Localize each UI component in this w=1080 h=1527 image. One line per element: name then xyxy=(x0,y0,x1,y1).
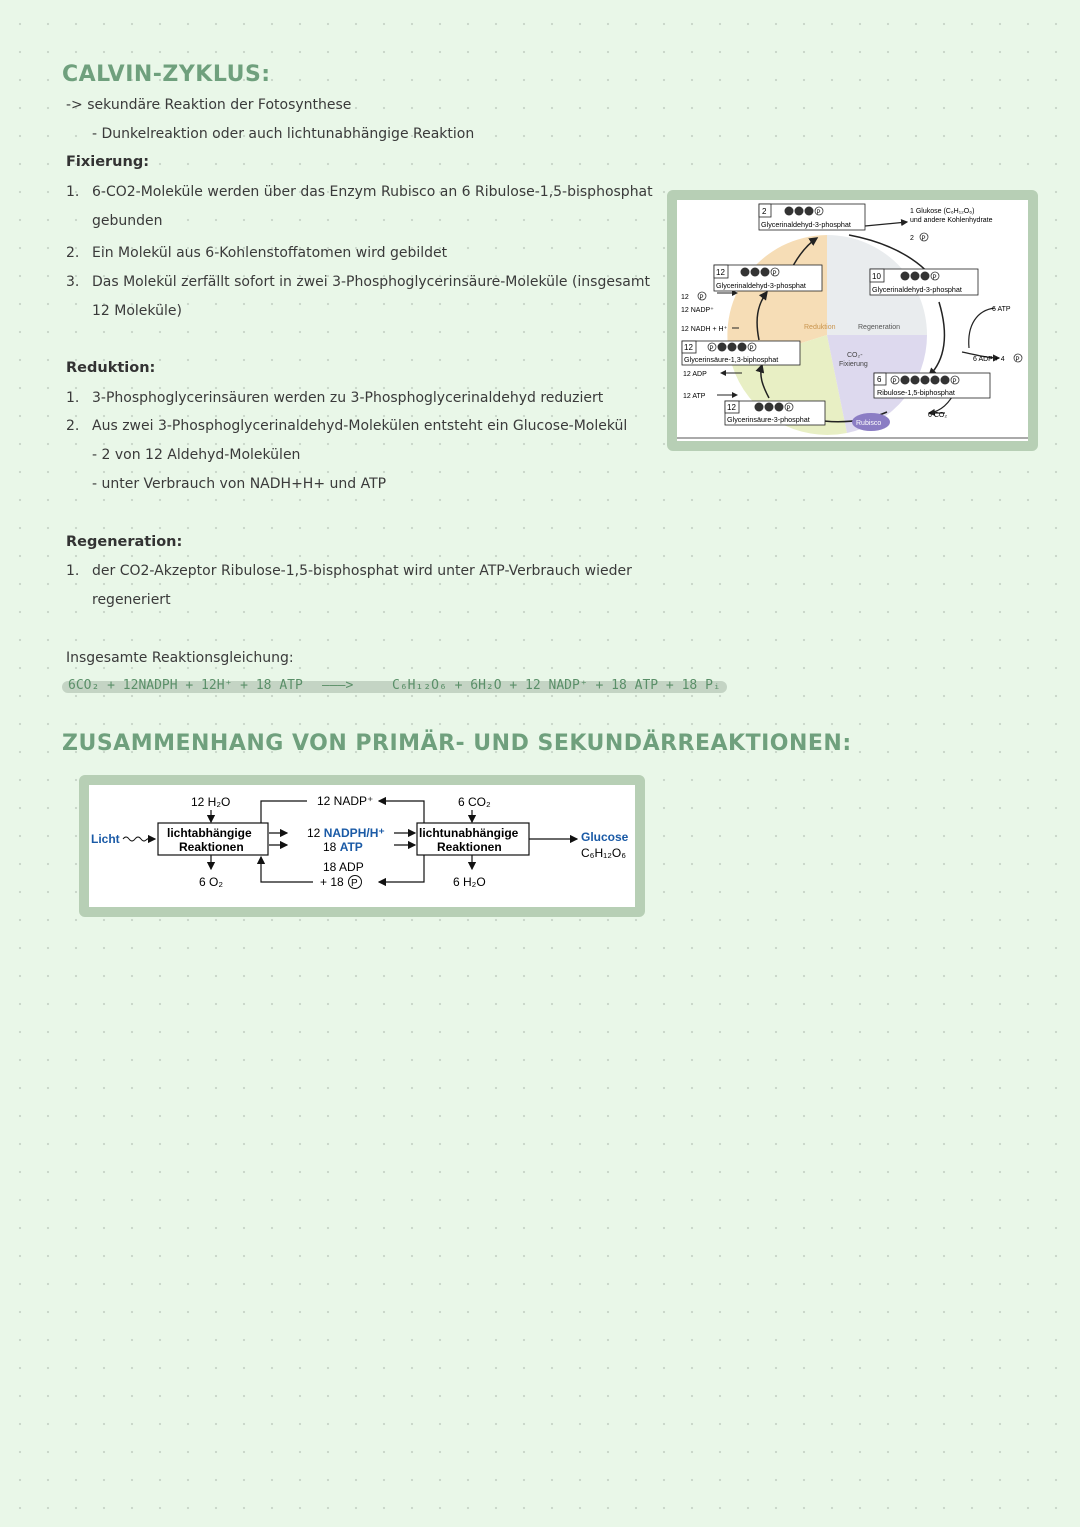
atp-label: ATP xyxy=(339,840,363,854)
h2o-out-label: 6 H₂O xyxy=(453,875,486,889)
calvin-cycle-diagram xyxy=(667,190,1038,451)
left-count: 12 xyxy=(716,268,725,277)
h2o-in-label: 12 H₂O xyxy=(191,795,231,809)
light-wave-icon xyxy=(123,837,147,841)
fixierung-item-1 xyxy=(66,184,653,200)
fixierung-item-1-cont: gebunden xyxy=(92,213,163,229)
o2-label: 6 O₂ xyxy=(199,875,223,889)
top-label: Glycerinaldehyd-3-phosphat xyxy=(761,220,851,229)
right-molecule-box xyxy=(870,269,978,295)
item-number: 1. xyxy=(66,184,80,200)
p-icon: P xyxy=(699,295,704,301)
glucose-formula: C₆H₁₂O₆ xyxy=(581,846,627,860)
glucose-line-2: und andere Kohlenhydrate xyxy=(910,217,993,224)
p-icon: P xyxy=(921,236,926,242)
atp-count: 18 xyxy=(323,840,340,854)
item-text: Aus zwei 3-Phosphoglycerinaldehyd-Molekülen entsteht ein Glucose-Molekül xyxy=(92,418,628,434)
equation-left: 6CO₂ + 12NADPH + 12H⁺ + 18 ATP xyxy=(68,678,303,693)
co2-label: 6 CO₂ xyxy=(458,795,491,809)
p-icon: P xyxy=(1015,357,1020,363)
fixierung-item-3 xyxy=(66,274,650,290)
rubisco-label: Rubisco xyxy=(856,420,882,427)
item-text: Das Molekül zerfällt sofort in zwei 3-Phosphoglycerinsäure-Moleküle (insgesamt xyxy=(92,274,650,290)
item-number: 2. xyxy=(66,418,80,434)
equation-arrow: ———> xyxy=(322,678,354,693)
left-molecule-box xyxy=(714,265,822,291)
equation-label: Insgesamte Reaktionsgleichung: xyxy=(66,650,294,666)
nadh-label: 12 NADH + H⁺ xyxy=(681,326,728,333)
nadp-label: 12 NADP⁺ xyxy=(681,307,714,314)
box2-line-2: Reaktionen xyxy=(437,840,502,854)
atp12-label: 12 ATP xyxy=(683,393,706,400)
glucose-label: Glucose xyxy=(581,830,629,844)
calvin-intro-sub: - Dunkelreaktion oder auch lichtunabhängige Reaktion xyxy=(92,126,475,142)
regeneration-item-1 xyxy=(66,563,632,579)
atp-line xyxy=(323,840,363,854)
flow-svg xyxy=(89,785,635,907)
left-label: Glycerinaldehyd-3-phosphat xyxy=(716,281,806,290)
right-label: Glycerinaldehyd-3-phosphat xyxy=(872,285,962,294)
zusammenhang-diagram xyxy=(79,775,645,917)
phase-fixierung-2: Fixierung xyxy=(839,361,868,368)
fixierung-item-2 xyxy=(66,245,447,261)
p-icon: P xyxy=(786,406,791,412)
p-icon: P xyxy=(772,271,777,277)
bottom-molecule-box xyxy=(725,401,825,425)
bi-count: 12 xyxy=(684,343,693,352)
equation-right: C₆H₁₂O₆ + 6H₂O + 12 NADP⁺ + 18 ATP + 18 Pᵢ xyxy=(392,678,721,693)
item-number: 1. xyxy=(66,563,80,579)
right-count: 10 xyxy=(872,272,881,281)
bi-label: Glycerinsäure-1,3-biphosphat xyxy=(684,355,779,364)
top-count: 2 xyxy=(762,207,767,216)
nadph-label: NADPH/H⁺ xyxy=(323,826,385,840)
box1-line-1: lichtabhängige xyxy=(167,826,252,840)
adp-label: 18 ADP xyxy=(323,860,364,874)
item-text: Ein Molekül aus 6-Kohlenstoffatomen wird gebildet xyxy=(92,245,448,261)
p-icon: P xyxy=(892,379,897,385)
biphosphat-box xyxy=(682,341,800,365)
adp6-label: 6 ADP + 4 xyxy=(973,356,1005,363)
reduktion-item-2 xyxy=(66,418,627,434)
glucose-line-1: 1 Glukose (C₆H₁₂O₆) xyxy=(910,208,975,215)
phase-reduktion: Reduktion xyxy=(804,324,836,331)
calvin-intro: -> sekundäre Reaktion der Fotosynthese xyxy=(66,97,352,113)
box1-line-2: Reaktionen xyxy=(179,840,244,854)
nadph-line xyxy=(307,826,385,840)
cycle-svg xyxy=(677,200,1028,441)
item-number: 2. xyxy=(66,245,80,261)
box2-line-1: lichtunabhängige xyxy=(419,826,519,840)
bottom-count: 12 xyxy=(727,403,736,412)
p-icon: P xyxy=(816,210,821,216)
p-icon: P xyxy=(749,346,754,352)
p-count-12: 12 xyxy=(681,294,689,301)
licht-label: Licht xyxy=(91,832,120,846)
item-text: der CO2-Akzeptor Ribulose-1,5-bisphosphat wird unter ATP-Verbrauch wieder xyxy=(92,563,632,579)
p-icon: P xyxy=(351,878,358,889)
p-icon: P xyxy=(709,346,714,352)
item-text: 3-Phosphoglycerinsäuren werden zu 3-Phosphoglycerinaldehyd reduziert xyxy=(92,390,604,406)
ribulose-box xyxy=(874,373,990,398)
fixierung-item-3-cont: 12 Moleküle) xyxy=(92,303,182,319)
reduktion-heading: Reduktion: xyxy=(66,360,156,376)
p-icon: P xyxy=(952,379,957,385)
adp12-label: 12 ADP xyxy=(683,371,707,378)
zusammenhang-title: ZUSAMMENHANG VON PRIMÄR- UND SEKUNDÄRREAKTIONEN: xyxy=(62,731,852,756)
nadph-count: 12 xyxy=(307,826,324,840)
nadp-top-label: 12 NADP⁺ xyxy=(317,794,374,808)
reduktion-subitem-2: - unter Verbrauch von NADH+H+ und ATP xyxy=(92,476,387,492)
item-number: 1. xyxy=(66,390,80,406)
calvin-title: CALVIN-ZYKLUS: xyxy=(62,62,271,87)
top-molecule-box xyxy=(759,204,865,230)
ribu-label: Ribulose-1,5-biphosphat xyxy=(877,388,955,397)
reduktion-subitem-1: - 2 von 12 Aldehyd-Molekülen xyxy=(92,447,301,463)
regeneration-item-1-cont: regeneriert xyxy=(92,592,171,608)
regeneration-heading: Regeneration: xyxy=(66,534,183,550)
fixierung-heading: Fixierung: xyxy=(66,154,150,170)
item-text: 6-CO2-Moleküle werden über das Enzym Rubisco an 6 Ribulose-1,5-bisphosphat xyxy=(92,184,653,200)
bottom-label: Glycerinsäure-3-phosphat xyxy=(727,415,810,424)
phase-fixierung-1: CO₂- xyxy=(847,352,863,359)
item-number: 3. xyxy=(66,274,80,290)
p-icon: P xyxy=(932,275,937,281)
pi-label: + 18 xyxy=(320,875,344,889)
phase-regeneration: Regeneration xyxy=(858,324,901,331)
co2-label: 6 CO₂ xyxy=(928,412,948,419)
atp6-label: 6 ATP xyxy=(992,306,1011,313)
reduktion-item-1 xyxy=(66,390,603,406)
p-count-2: 2 xyxy=(910,235,914,242)
ribu-count: 6 xyxy=(877,375,882,384)
